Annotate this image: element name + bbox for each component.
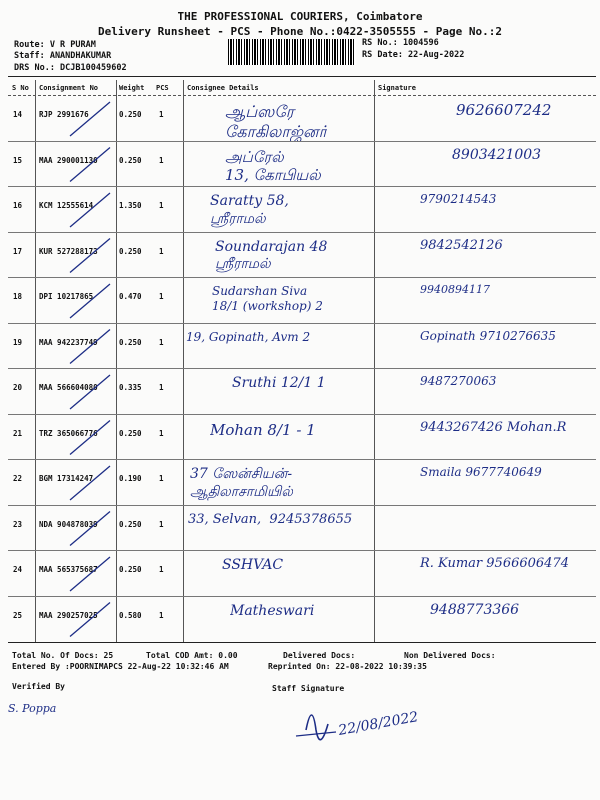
row-sno: 20 (13, 383, 23, 392)
row-sno: 19 (13, 337, 23, 347)
col-header-sno: S No (12, 84, 29, 92)
row-sno: 21 (13, 428, 23, 438)
row-consignment-no: MAA 290257025 (39, 610, 98, 620)
col-header-pcs: PCS (156, 84, 169, 92)
row-weight: 0.470 (119, 292, 142, 301)
row-signature: 9940894117 (420, 283, 490, 296)
row-consignment-no: NDA 904878039 (39, 519, 98, 529)
row-weight: 0.335 (119, 383, 142, 392)
col-header-weight: Weight (119, 84, 145, 92)
row-consignee-details: அப்ரேல் 13, கோபியல் (225, 147, 321, 185)
col-header-consignment: Consignment No (39, 84, 99, 92)
rs-number: RS No.: 1004596 (362, 38, 439, 48)
col-header-consignee: Consignee Details (187, 84, 259, 92)
row-signature: 9487270063 (420, 374, 497, 388)
row-sno: 24 (13, 565, 23, 574)
check-stroke (70, 239, 110, 273)
check-stroke (70, 284, 110, 318)
check-stroke (70, 557, 110, 591)
row-signature: 8903421003 (452, 146, 542, 163)
row-consignment-no: TRZ 365066776 (39, 428, 98, 438)
check-stroke (70, 421, 110, 455)
staff-signature-label: Staff Signature (272, 684, 345, 693)
row-pcs: 1 (159, 383, 164, 392)
row-signature: 9488773366 (430, 601, 520, 618)
row-sno: 15 (13, 155, 23, 165)
check-stroke (70, 603, 110, 637)
row-consignee-details: 19, Gopinath, Avm 2 (186, 329, 311, 344)
row-weight: 0.190 (119, 474, 142, 483)
row-sno: 22 (13, 474, 23, 483)
row-consignee-details: 33, Selvan, 9245378655 (188, 511, 353, 527)
staff-signature-stroke (306, 715, 328, 740)
row-pcs: 1 (159, 428, 164, 438)
drs-number: DRS No.: DCJB100459602 (14, 63, 127, 73)
row-consignment-no: KUR 527288173 (39, 246, 98, 256)
row-pcs: 1 (159, 337, 164, 347)
row-weight: 0.250 (119, 428, 142, 438)
row-pcs: 1 (159, 474, 164, 483)
row-signature: Gopinath 9710276635 (420, 328, 556, 343)
verifier-signature: S. Poppa (8, 702, 57, 715)
row-sno: 25 (13, 610, 23, 620)
row-pcs: 1 (159, 246, 164, 256)
row-consignment-no: MAA 290001130 (39, 155, 98, 165)
page-subtitle: Delivery Runsheet - PCS - Phone No.:0422-3505555 - Page No.:2 (98, 25, 502, 38)
row-sno: 18 (13, 292, 23, 301)
row-pcs: 1 (159, 292, 164, 301)
check-stroke (70, 466, 110, 500)
row-weight: 1.350 (119, 201, 142, 210)
delivered-docs: Delivered Docs: (283, 651, 356, 660)
row-consignee-details: Saratty 58, ஸ்ரீராமல் (210, 193, 289, 227)
row-consignment-no: RJP 2991676 (39, 110, 89, 119)
row-weight: 0.250 (119, 337, 142, 347)
row-pcs: 1 (159, 565, 164, 574)
check-stroke (70, 375, 110, 409)
row-consignment-no: MAA 565375687 (39, 565, 98, 574)
row-signature: 9626607242 (456, 101, 552, 119)
row-consignment-no: MAA 942237749 (39, 337, 98, 347)
row-signature: 9443267426 Mohan.R (420, 419, 567, 435)
row-pcs: 1 (159, 201, 164, 210)
check-stroke (70, 330, 110, 364)
row-consignee-details: Sruthi 12/1 1 (232, 375, 326, 391)
row-consignee-details: Soundarajan 48 ஸ்ரீராமல் (215, 238, 328, 272)
row-weight: 0.580 (119, 610, 142, 620)
row-consignee-details: 37 ஸேன்சியன்- ஆதிலாசாமியில் (190, 466, 293, 500)
row-consignee-details: Matheswari (230, 602, 315, 619)
check-stroke (70, 193, 110, 227)
row-weight: 0.250 (119, 110, 142, 119)
route-label: Route: V R PURAM (14, 40, 96, 50)
check-stroke (70, 148, 110, 182)
row-sno: 17 (13, 246, 23, 256)
row-sno: 14 (13, 110, 23, 119)
row-consignee-details: Sudarshan Siva 18/1 (workshop) 2 (212, 284, 323, 313)
row-pcs: 1 (159, 155, 164, 165)
row-pcs: 1 (159, 110, 164, 119)
row-pcs: 1 (159, 519, 164, 529)
row-consignment-no: BGM 17314247 (39, 474, 94, 483)
row-consignee-details: ஆப்ஸரே கோகிலாஜ்னர் (225, 102, 327, 141)
verified-by-label: Verified By (12, 682, 65, 691)
row-weight: 0.250 (119, 519, 142, 529)
entered-by: Entered By :POORNIMAPCS 22-Aug-22 10:32:46 AM (12, 662, 229, 671)
row-consignee-details: Mohan 8/1 - 1 (210, 420, 316, 439)
row-signature: Smaila 9677740649 (420, 465, 542, 479)
non-delivered-docs: Non Delivered Docs: (404, 651, 496, 660)
staff-sign-date: 22/08/2022 (337, 709, 420, 739)
check-stroke (70, 102, 110, 136)
check-stroke (70, 512, 110, 546)
row-signature: 9790214543 (420, 192, 497, 206)
rs-date: RS Date: 22-Aug-2022 (362, 50, 465, 60)
row-weight: 0.250 (119, 246, 142, 256)
row-weight: 0.250 (119, 155, 142, 165)
row-signature: R. Kumar 9566606474 (420, 556, 569, 571)
total-docs: Total No. Of Docs: 25 (12, 651, 114, 660)
row-consignment-no: MAA 566604080 (39, 383, 98, 392)
row-sno: 23 (13, 519, 23, 529)
reprinted-on: Reprinted On: 22-08-2022 10:39:35 (268, 662, 427, 671)
row-consignment-no: KCM 12555614 (39, 201, 94, 210)
page-title: THE PROFESSIONAL COURIERS, Coimbatore (177, 10, 423, 23)
row-signature: 9842542126 (420, 237, 503, 253)
row-weight: 0.250 (119, 565, 142, 574)
total-cod: Total COD Amt: 0.00 (146, 651, 238, 660)
row-pcs: 1 (159, 610, 164, 620)
row-consignee-details: SSHVAC (222, 557, 284, 573)
row-consignment-no: DPI 10217865 (39, 292, 94, 301)
row-sno: 16 (13, 201, 23, 210)
col-header-signature: Signature (378, 84, 416, 92)
staff-label: Staff: ANANDHAKUMAR (14, 51, 112, 61)
